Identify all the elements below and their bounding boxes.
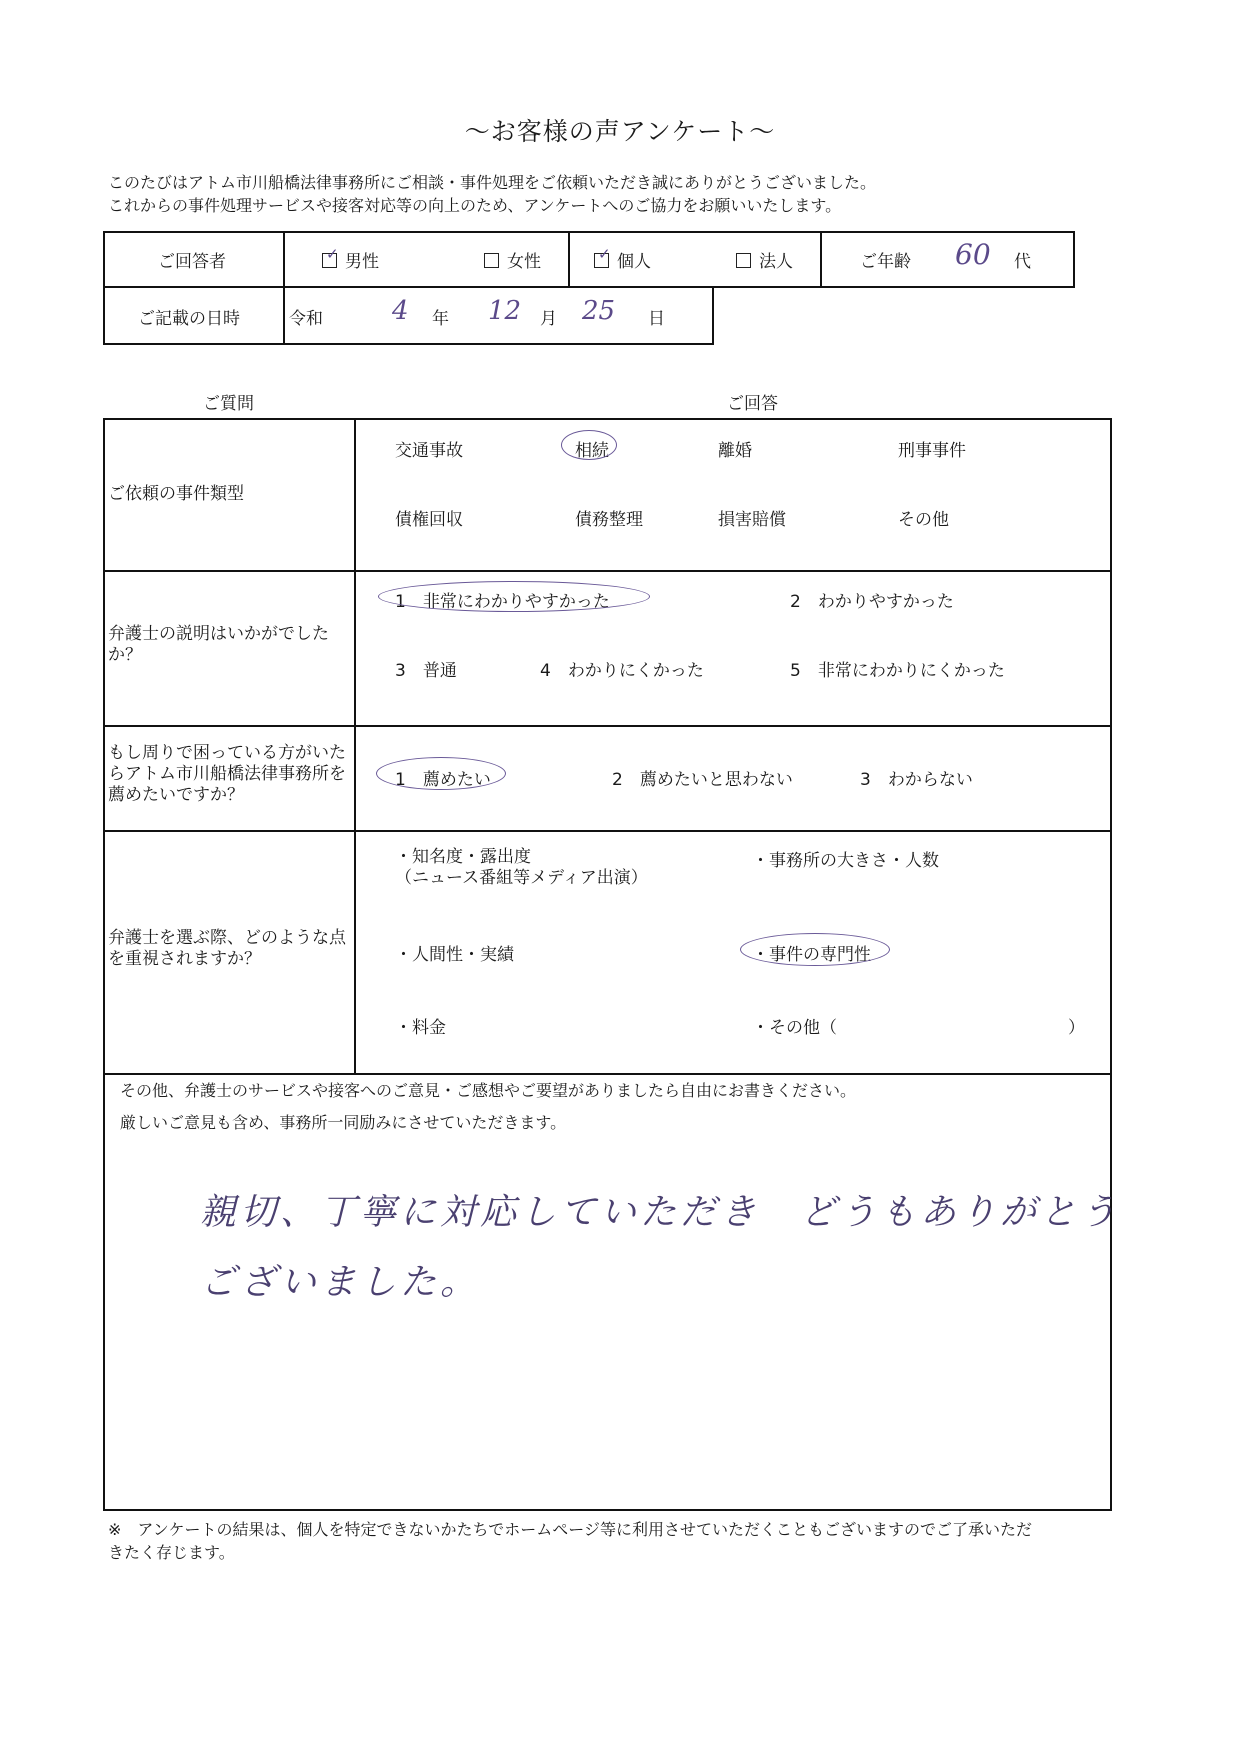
individual-option[interactable] xyxy=(594,247,651,272)
male-checkbox[interactable]: ✓ xyxy=(322,253,337,268)
q2-option-3[interactable]: 3 普通 xyxy=(395,661,457,681)
male-label: 男性 xyxy=(345,252,379,272)
q4-option-other[interactable]: ・その他（ xyxy=(752,1018,837,1038)
question-header: ご質問 xyxy=(203,394,254,414)
respondent-label: ご回答者 xyxy=(158,252,226,272)
individual-checkbox[interactable]: ✓ xyxy=(594,253,609,268)
corporation-label: 法人 xyxy=(759,252,793,272)
q4-selection-circle xyxy=(740,933,890,966)
day-unit: 日 xyxy=(648,309,665,329)
q4-option-expertise[interactable]: ・事件の専門性 xyxy=(752,945,871,965)
q4-question: 弁護士を選ぶ際、どのような点を重視されますか？ xyxy=(108,928,346,969)
intro-line-1: このたびはアトム市川船橋法律事務所にご相談・事件処理をご依頼いただき誠にありがとうございました。 xyxy=(108,173,877,192)
q2-option-2[interactable]: 2 わかりやすかった xyxy=(790,592,954,612)
respondent-row xyxy=(103,231,1075,288)
q4-option-fee[interactable]: ・料金 xyxy=(395,1018,446,1038)
q4-other-close: ） xyxy=(1068,1018,1085,1038)
q1-option-criminal[interactable]: 刑事事件 xyxy=(898,441,966,461)
footnote-line-2: きたく存じます。 xyxy=(108,1543,235,1562)
q2-option-5[interactable]: 5 非常にわかりにくかった xyxy=(790,661,1005,681)
month-unit: 月 xyxy=(540,309,557,329)
q4-option-character[interactable]: ・人間性・実績 xyxy=(395,945,514,965)
female-option[interactable] xyxy=(484,247,541,272)
corporation-option[interactable] xyxy=(736,247,793,272)
free-prompt-2: 厳しいご意見も含め、事務所一同励みにさせていただきます。 xyxy=(120,1113,567,1132)
q1-option-debt-restructuring[interactable]: 債務整理 xyxy=(575,510,643,530)
answer-header: ご回答 xyxy=(727,394,778,414)
era-label: 令和 xyxy=(289,309,323,329)
month-value[interactable]: 12 xyxy=(488,296,522,326)
age-suffix: 代 xyxy=(1014,252,1031,272)
age-label: ご年齢 xyxy=(860,252,911,272)
year-value[interactable]: 4 xyxy=(392,296,409,326)
female-checkbox[interactable] xyxy=(484,253,499,268)
q2-question: 弁護士の説明はいかがでしたか？ xyxy=(108,624,329,665)
q3-option-2[interactable]: 2 薦めたいと思わない xyxy=(612,770,793,790)
q1-selection-circle xyxy=(561,430,617,460)
age-value[interactable]: 60 xyxy=(955,238,991,271)
q2-selection-circle xyxy=(378,581,650,612)
corporation-checkbox[interactable] xyxy=(736,253,751,268)
q3-option-3[interactable]: 3 わからない xyxy=(860,770,973,790)
footnote-line-1: ※ アンケートの結果は、個人を特定できないかたちでホームページ等に利用させていただくこともございますのでご了承いただ xyxy=(108,1520,1032,1539)
female-label: 女性 xyxy=(507,252,541,272)
q1-option-damages[interactable]: 損害賠償 xyxy=(718,510,786,530)
q1-option-debt-collection[interactable]: 債権回収 xyxy=(395,510,463,530)
individual-label: 個人 xyxy=(617,252,651,272)
q2-option-1[interactable]: 1 非常にわかりやすかった xyxy=(395,592,610,612)
free-prompt-1: その他、弁護士のサービスや接客へのご意見・ご感想やご要望がありましたら自由にお書きください。 xyxy=(120,1081,857,1100)
q1-option-traffic[interactable]: 交通事故 xyxy=(395,441,463,461)
date-label: ご記載の日時 xyxy=(138,309,240,329)
q2-option-4[interactable]: 4 わかりにくかった xyxy=(540,661,704,681)
male-option[interactable] xyxy=(322,247,379,272)
q4-option-office-size[interactable]: ・事務所の大きさ・人数 xyxy=(752,851,939,871)
q3-selection-circle xyxy=(376,757,506,790)
q1-option-divorce[interactable]: 離婚 xyxy=(718,441,752,461)
year-unit: 年 xyxy=(432,309,449,329)
q4-option-fame[interactable]: ・知名度・露出度 xyxy=(395,847,531,867)
handwritten-comment-line-2[interactable]: ございました。 xyxy=(200,1262,481,1303)
q1-option-inheritance[interactable]: 相続 xyxy=(575,441,609,461)
handwritten-comment-line-1[interactable]: 親切、丁寧に対応していただき どうもありがとう xyxy=(200,1192,1121,1233)
q1-option-other[interactable]: その他 xyxy=(898,510,949,530)
intro-line-2: これからの事件処理サービスや接客対応等の向上のため、アンケートへのご協力をお願いいたします。 xyxy=(108,196,842,215)
q3-question: もし周りで困っている方がいたらアトム市川船橋法律事務所を薦めたいですか？ xyxy=(108,743,346,805)
q3-option-1[interactable]: 1 薦めたい xyxy=(395,770,491,790)
day-value[interactable]: 25 xyxy=(582,296,616,326)
q4-option-fame-note: （ニュース番組等メディア出演） xyxy=(395,868,648,888)
q1-question: ご依頼の事件類型 xyxy=(108,484,244,504)
page-title: ～お客様の声アンケート～ xyxy=(464,117,776,146)
